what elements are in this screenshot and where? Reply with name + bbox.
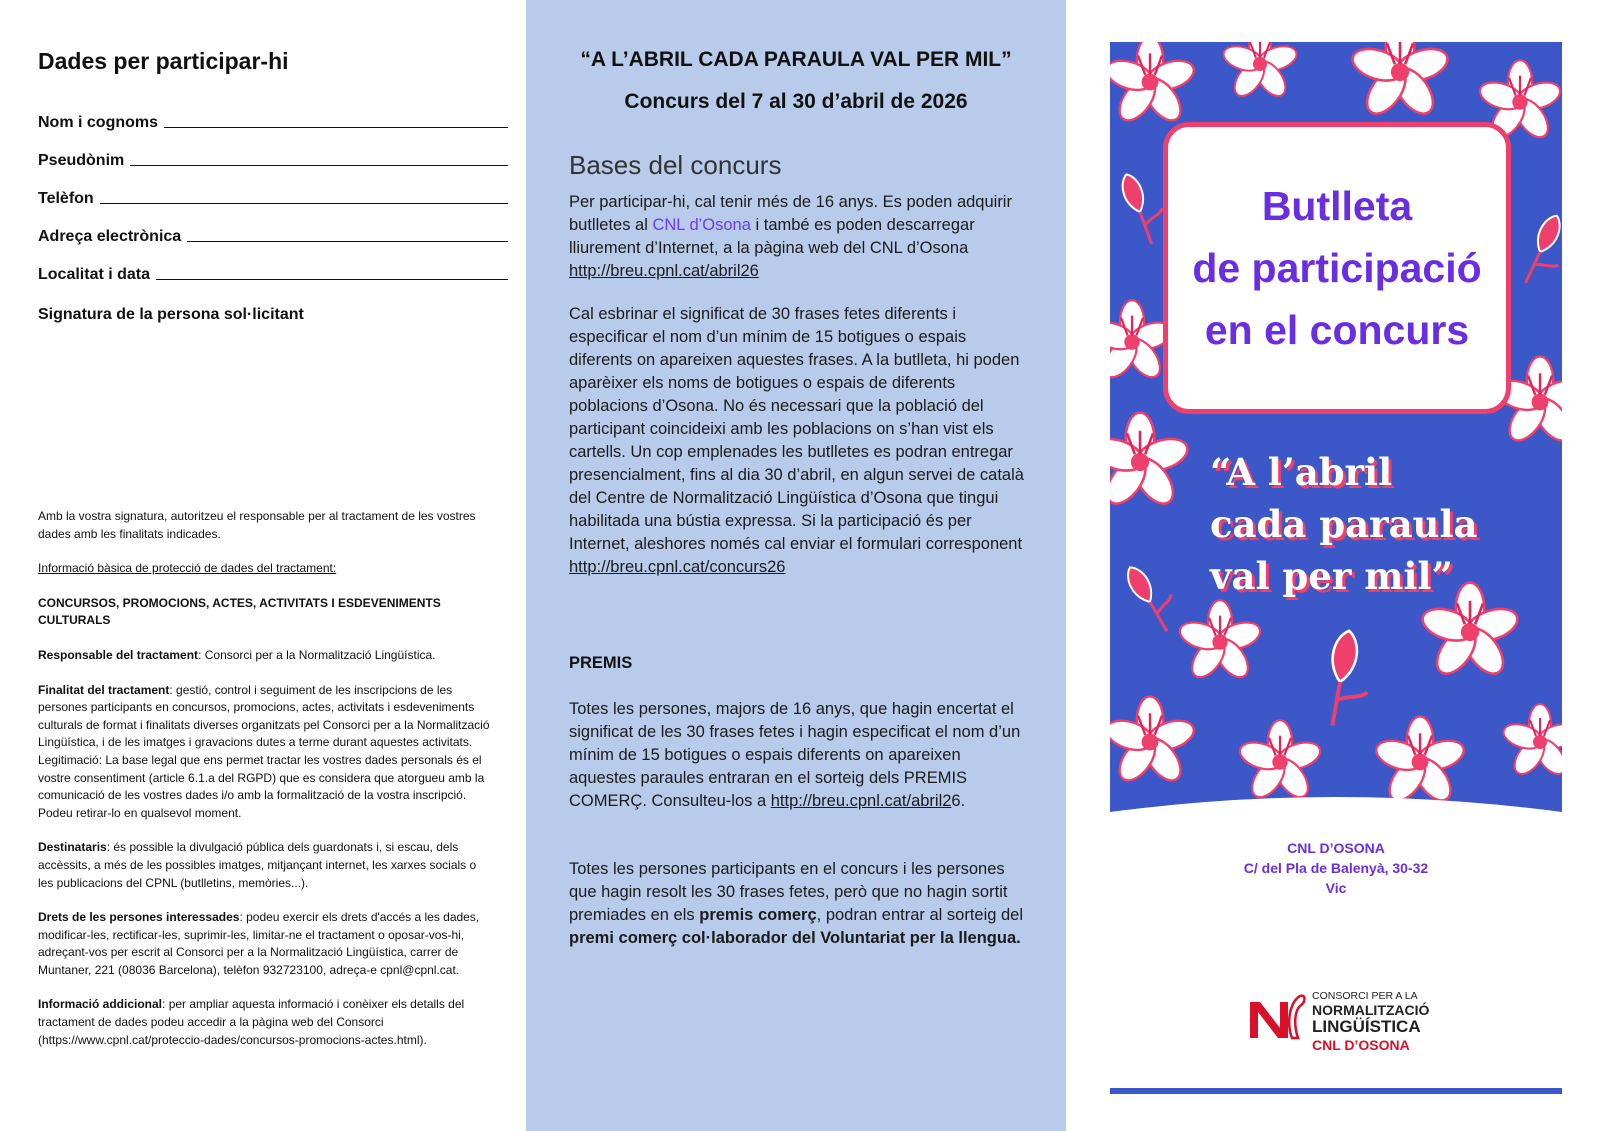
privacy-category: CONCURSOS, PROMOCIONS, ACTES, ACTIVITATS I ESDEVENIMENTS CULTURALS (38, 595, 441, 628)
fill-line (100, 203, 508, 204)
field-label: Localitat i data (38, 266, 151, 283)
cpnl-logo-icon (1246, 992, 1308, 1040)
privacy-info-heading: Informació bàsica de protecció de dades del tractament: (38, 561, 337, 576)
card-title-line: Butlleta (1261, 183, 1413, 229)
contest-rules-panel (526, 0, 1066, 1131)
prizes-heading: PREMIS (569, 654, 633, 672)
panel-heading: Dades per participar-hi (38, 48, 289, 74)
rules-heading: Bases del concurs (569, 150, 782, 180)
center-address: CNL D’OSONA C/ del Pla de Balenyà, 30-32 Vic (1243, 840, 1429, 896)
card-title-line: de participació (1192, 245, 1482, 291)
slogan: “A l’abril cada paraula val per mil” (1210, 450, 1478, 598)
fill-line (156, 279, 508, 280)
contest-dates: Concurs del 7 al 30 d’abril de 2026 (624, 90, 968, 113)
signature-label: Signatura de la persona sol·licitant (38, 306, 304, 323)
cover-panel (1066, 0, 1600, 1131)
field-label: Telèfon (38, 190, 94, 207)
cnl-osona-link[interactable]: CNL d’Osona (652, 216, 751, 234)
field-label: Adreça electrònica (38, 228, 182, 245)
abril26-link[interactable]: http://breu.cpnl.cat/abril26 (569, 262, 759, 280)
title-card (1163, 122, 1511, 414)
card-title-line: en el concurs (1204, 307, 1470, 353)
contest-title: “A L’ABRIL CADA PARAULA VAL PER MIL” (580, 48, 1012, 71)
cpnl-logo: CONSORCI PER A LA NORMALITZACIÓ LINGÜÍSTICA CNL D’OSONA (1246, 988, 1446, 1058)
prizes-link[interactable]: http://breu.cpnl.cat/abril2 (770, 792, 952, 810)
participant-data-panel (0, 0, 526, 1131)
concurs26-link[interactable]: http://breu.cpnl.cat/concurs26 (569, 558, 786, 576)
name-field[interactable] (38, 110, 508, 132)
privacy-additional-info: Informació addicional: per ampliar aquesta informació i conèixer els detalls del tractament de dades podeu accedir a la pàgina web del Consorci (https://www.cpnl.cat/proteccio-dades/concursos-promocions-actes.html). (38, 997, 465, 1047)
privacy-rights: Drets de les persones interessades: podeu exercir els drets d'accés a les dades, modificar-les, rectificar-les, suprimir-les, limitar-ne el tractament o oposar-vos-hi, adreçant-vos per escrit al Consorci per a la Normalització Lingüística, carrer de Muntaner, 221 (08036 Barcelona), telèfon 932723100, adreça-e cpnl@cpnl.cat. (38, 910, 480, 977)
fill-line (164, 127, 508, 128)
privacy-notice (38, 508, 490, 1066)
floral-cover (1110, 42, 1562, 840)
email-field[interactable] (38, 224, 508, 246)
phone-field[interactable] (38, 186, 508, 208)
field-label: Nom i cognoms (38, 114, 159, 131)
consent-text: Amb la vostra signatura, autoritzeu el responsable per al tractament de les vostres dades amb les finalitats indicades. (38, 509, 476, 541)
prizes-paragraph-2: Totes les persones participants en el concurs i les persones que hagin resolt les 30 frases fetes, però que no hagin sortit premiades en els premis comerç, podran entrar al sorteig del premi comerç col·laborador del Voluntariat per la llengua. (569, 860, 1024, 947)
fill-line (187, 241, 508, 242)
prizes-paragraph-1: Totes les persones, majors de 16 anys, que hagin encertat el significat de les 30 frases fetes i hagin especificat el nom d’un mínim de 15 botigues o espais diferents on apareixen aquestes paraules entraran en el sorteig dels PREMIS COMERÇ. Consulteu-los a http://breu.cpnl.cat/abril26. (569, 700, 1021, 810)
rules-paragraph-2: Cal esbrinar el significat de 30 frases fetes diferents i especificar el nom d’un mínim de 15 botigues o espais diferents on apareixen aquestes frases. A la butlleta, hi poden aparèixer els noms de botigues o espais de diferents poblacions d’Osona. No és necessari que la població del participant coincideixi amb les poblacions on s’han vist els cartells. Un cop emplenades les butlletes es podran entregar presencialment, fins al dia 30 d’abril, en algun servei de català del Centre de Normalització Lingüística d’Osona que tingui habilitada una bústia expressa. Si la participació és per Internet, aleshores només cal enviar el formulari corresponent http://breu.cpnl.cat/concurs26 (569, 305, 1024, 576)
privacy-responsible: Responsable del tractament: Consorci per a la Normalització Lingüística. (38, 647, 436, 662)
location-date-field[interactable] (38, 262, 508, 284)
rules-paragraph-1: Per participar-hi, cal tenir més de 16 anys. Es poden adquirir butlletes al CNL d’Osona i també es poden descarregar lliurement d’Internet, a la pàgina web del CNL d’Osona http://breu.cpnl.cat/abril26 (569, 193, 1012, 280)
fill-line (130, 165, 508, 166)
pseudonym-field[interactable] (38, 148, 508, 170)
privacy-purpose: Finalitat del tractament: gestió, control i seguiment de les inscripcions de les persones participants en concursos, promocions, actes, activitats i esdeveniments culturals de format i finalitats diverses organitzats pel Consorci per a la Normalització Lingüística, i de les imatges i gravacions dutes a terme durant aquestes activitats. Legitimació: La base legal que ens permet tractar les vostres dades personals és el vostre consentiment (article 6.1.a del RGPD) que es considera que atorgueu amb la comunicació de les vostres dades i/o amb la formalització de la vostra inscripció. Podeu retirar-lo en qualsevol moment. (38, 682, 490, 820)
field-label: Pseudònim (38, 152, 125, 169)
privacy-recipients: Destinataris: és possible la divulgació pública dels guardonats i, si escau, dels accèssits, a més de les possibles imatges, mitjançant internet, les xarxes socials o les publicacions del CPNL (butlletins, memòries...). (38, 840, 477, 890)
bottom-divider (1110, 1088, 1562, 1094)
